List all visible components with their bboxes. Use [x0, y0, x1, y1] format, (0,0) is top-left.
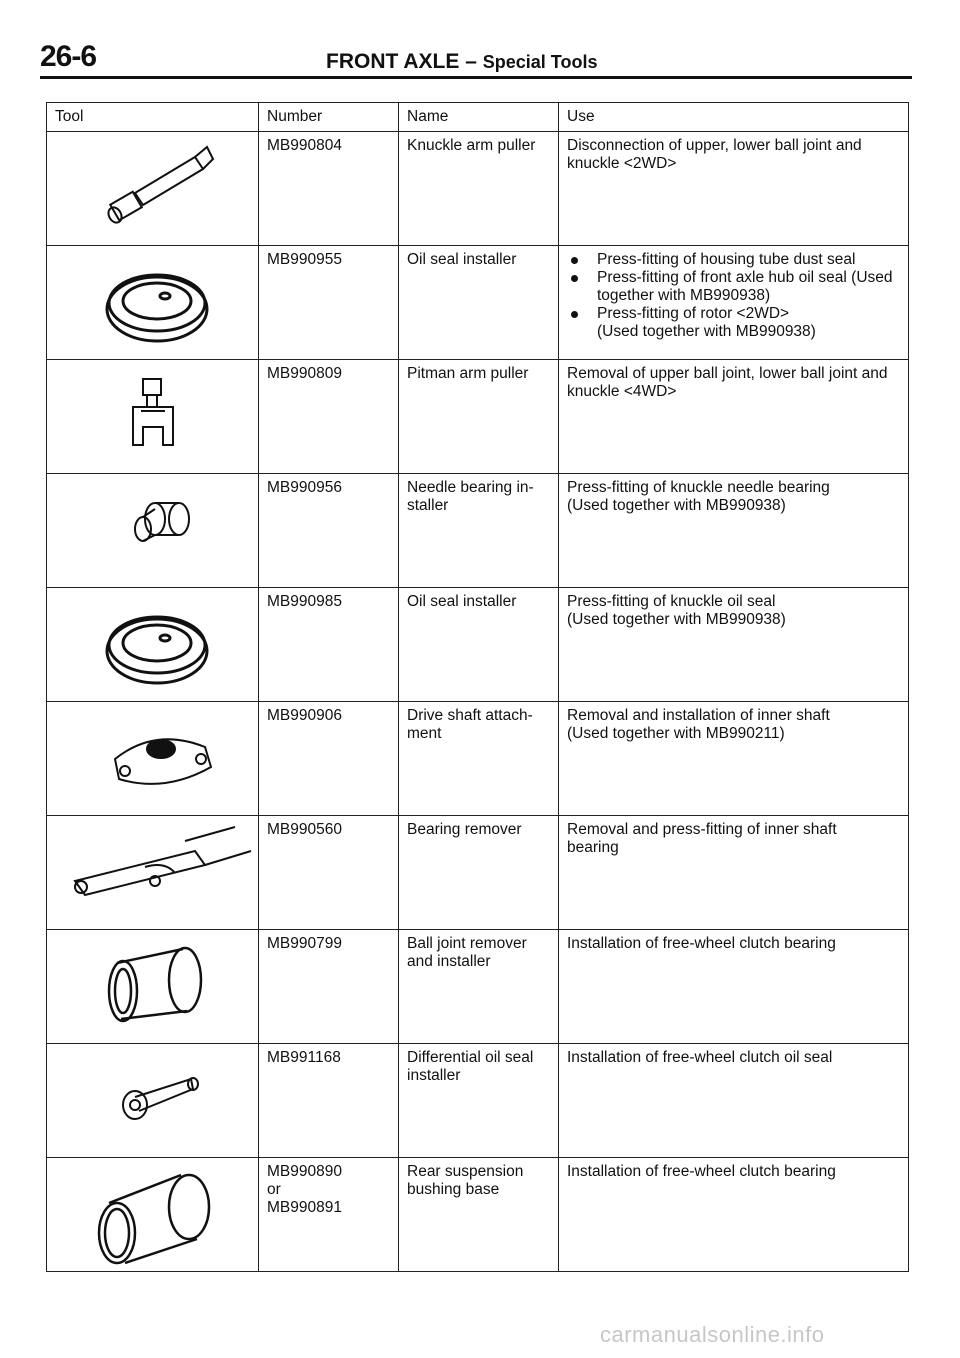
table-row: [47, 588, 909, 702]
tool-name: [399, 474, 559, 588]
page-title: [326, 50, 597, 74]
list-item: [567, 305, 900, 341]
tool-use: [559, 360, 909, 474]
tool-use: [559, 930, 909, 1044]
oil-seal-installer-icon: [55, 251, 250, 359]
cell-text: installer: [407, 1067, 461, 1084]
tool-number: [259, 816, 399, 930]
cell-text: Oil seal installer: [407, 593, 517, 610]
tool-number: [259, 1158, 399, 1272]
tool-use: [559, 816, 909, 930]
tool-use: [559, 1158, 909, 1272]
cell-text: (Used together with MB990938): [567, 611, 786, 628]
tool-illustration-cell: [47, 132, 259, 246]
tool-name: [399, 588, 559, 702]
tool-number: [259, 360, 399, 474]
bullet-icon: [571, 257, 578, 264]
tool-name: [399, 816, 559, 930]
tool-illustration-cell: [47, 930, 259, 1044]
tool-use: [559, 132, 909, 246]
table-row: [47, 1044, 909, 1158]
bushing-base-icon: [55, 1163, 250, 1271]
tool-illustration-cell: [47, 360, 259, 474]
cell-text: (Used together with MB990938): [567, 497, 786, 514]
bearing-remover-icon: [55, 821, 250, 929]
tool-number: [259, 246, 399, 360]
cell-text: MB990956: [267, 479, 342, 496]
cell-text: Press-fitting of housing tube dust seal: [597, 251, 856, 268]
header-use: Use: [559, 103, 909, 132]
tool-name: [399, 1158, 559, 1272]
tool-number: [259, 702, 399, 816]
cell-text: knuckle <2WD>: [567, 155, 677, 172]
list-item: [567, 269, 900, 305]
watermark: carmanualsonline.info: [600, 1322, 825, 1347]
cell-text: MB990891: [267, 1199, 342, 1216]
ball-joint-remover-icon: [55, 935, 250, 1043]
header-name: Name: [399, 103, 559, 132]
cell-text: Pitman arm puller: [407, 365, 529, 382]
cell-text: ment: [407, 725, 442, 742]
tool-use: [559, 588, 909, 702]
section-title: FRONT AXLE: [326, 50, 460, 73]
cell-text: and installer: [407, 953, 491, 970]
page-number: 26-6: [40, 40, 97, 73]
cell-text: MB990560: [267, 821, 342, 838]
tool-illustration-cell: [47, 588, 259, 702]
drive-shaft-attachment-icon: [55, 707, 250, 815]
cell-text: MB990985: [267, 593, 342, 610]
table-row: [47, 360, 909, 474]
tool-name: [399, 1044, 559, 1158]
tool-illustration-cell: [47, 702, 259, 816]
cell-text: (Used together with MB990211): [567, 725, 785, 742]
tool-name: [399, 360, 559, 474]
tool-name: [399, 702, 559, 816]
table-row: [47, 1158, 909, 1272]
header-tool: Tool: [47, 103, 259, 132]
tool-use: [559, 474, 909, 588]
needle-bearing-installer-icon: [55, 479, 250, 587]
cell-text: Installation of free-wheel clutch oil seal: [567, 1049, 833, 1066]
tool-name: [399, 246, 559, 360]
tool-illustration-cell: [47, 816, 259, 930]
cell-text: Knuckle arm puller: [407, 137, 536, 154]
cell-text: MB990809: [267, 365, 342, 382]
differential-oil-seal-installer-icon: [55, 1049, 250, 1157]
table-row: [47, 816, 909, 930]
table-row: [47, 930, 909, 1044]
tool-illustration-cell: [47, 246, 259, 360]
cell-text: Removal and press-fitting of inner shaft: [567, 821, 837, 838]
cell-text: MB990890: [267, 1163, 342, 1180]
cell-text: Removal of upper ball joint, lower ball joint and: [567, 365, 888, 382]
use-bullet-list: [567, 251, 900, 341]
oil-seal-installer-icon: [55, 593, 250, 701]
cell-text: Press-fitting of front axle hub oil seal (Used: [597, 269, 893, 286]
cell-text: Press-fitting of rotor <2WD>: [597, 305, 790, 322]
cell-text: Drive shaft attach-: [407, 707, 533, 724]
tool-number: [259, 588, 399, 702]
tool-illustration-cell: [47, 1158, 259, 1272]
header-number: Number: [259, 103, 399, 132]
tool-number: [259, 132, 399, 246]
cell-text: MB991168: [267, 1049, 341, 1066]
tool-illustration-cell: [47, 474, 259, 588]
cell-text: Ball joint remover: [407, 935, 527, 952]
cell-text: Installation of free-wheel clutch bearing: [567, 935, 836, 952]
tool-number: [259, 1044, 399, 1158]
cell-text: Removal and installation of inner shaft: [567, 707, 830, 724]
tool-use: [559, 1044, 909, 1158]
cell-text: Press-fitting of knuckle oil seal: [567, 593, 776, 610]
list-item: [567, 251, 900, 269]
cell-text: bearing: [567, 839, 619, 856]
cell-text: knuckle <4WD>: [567, 383, 677, 400]
cell-text: or: [267, 1181, 281, 1198]
cell-text: Rear suspension: [407, 1163, 524, 1180]
cell-text: staller: [407, 497, 449, 514]
table-row: [47, 246, 909, 360]
cell-text: Bearing remover: [407, 821, 522, 838]
cell-text: MB990906: [267, 707, 342, 724]
tool-use: [559, 702, 909, 816]
cell-text: Differential oil seal: [407, 1049, 534, 1066]
special-tools-table: [46, 102, 909, 1272]
tool-name: [399, 930, 559, 1044]
tool-name: [399, 132, 559, 246]
bullet-icon: [571, 275, 578, 282]
knuckle-arm-puller-icon: [55, 137, 250, 245]
cell-text: (Used together with MB990938): [597, 323, 816, 340]
cell-text: Oil seal installer: [407, 251, 517, 268]
tool-use: [559, 246, 909, 360]
tool-illustration-cell: [47, 1044, 259, 1158]
cell-text: together with MB990938): [597, 287, 771, 304]
tool-number: [259, 930, 399, 1044]
cell-text: MB990804: [267, 137, 342, 154]
table-header-row: [47, 103, 909, 132]
cell-text: bushing base: [407, 1181, 500, 1198]
cell-text: MB990955: [267, 251, 342, 268]
table-row: [47, 132, 909, 246]
cell-text: Installation of free-wheel clutch bearing: [567, 1163, 836, 1180]
tool-number: [259, 474, 399, 588]
pitman-arm-puller-icon: [55, 365, 250, 473]
cell-text: Disconnection of upper, lower ball joint and: [567, 137, 862, 154]
section-subtitle: Special Tools: [482, 52, 598, 72]
cell-text: Press-fitting of knuckle needle bearing: [567, 479, 830, 496]
cell-text: Needle bearing in-: [407, 479, 534, 496]
cell-text: MB990799: [267, 935, 342, 952]
bullet-icon: [571, 311, 578, 318]
title-separator: –: [465, 50, 477, 73]
header-rule: [40, 76, 912, 79]
table-row: [47, 702, 909, 816]
table-row: [47, 474, 909, 588]
